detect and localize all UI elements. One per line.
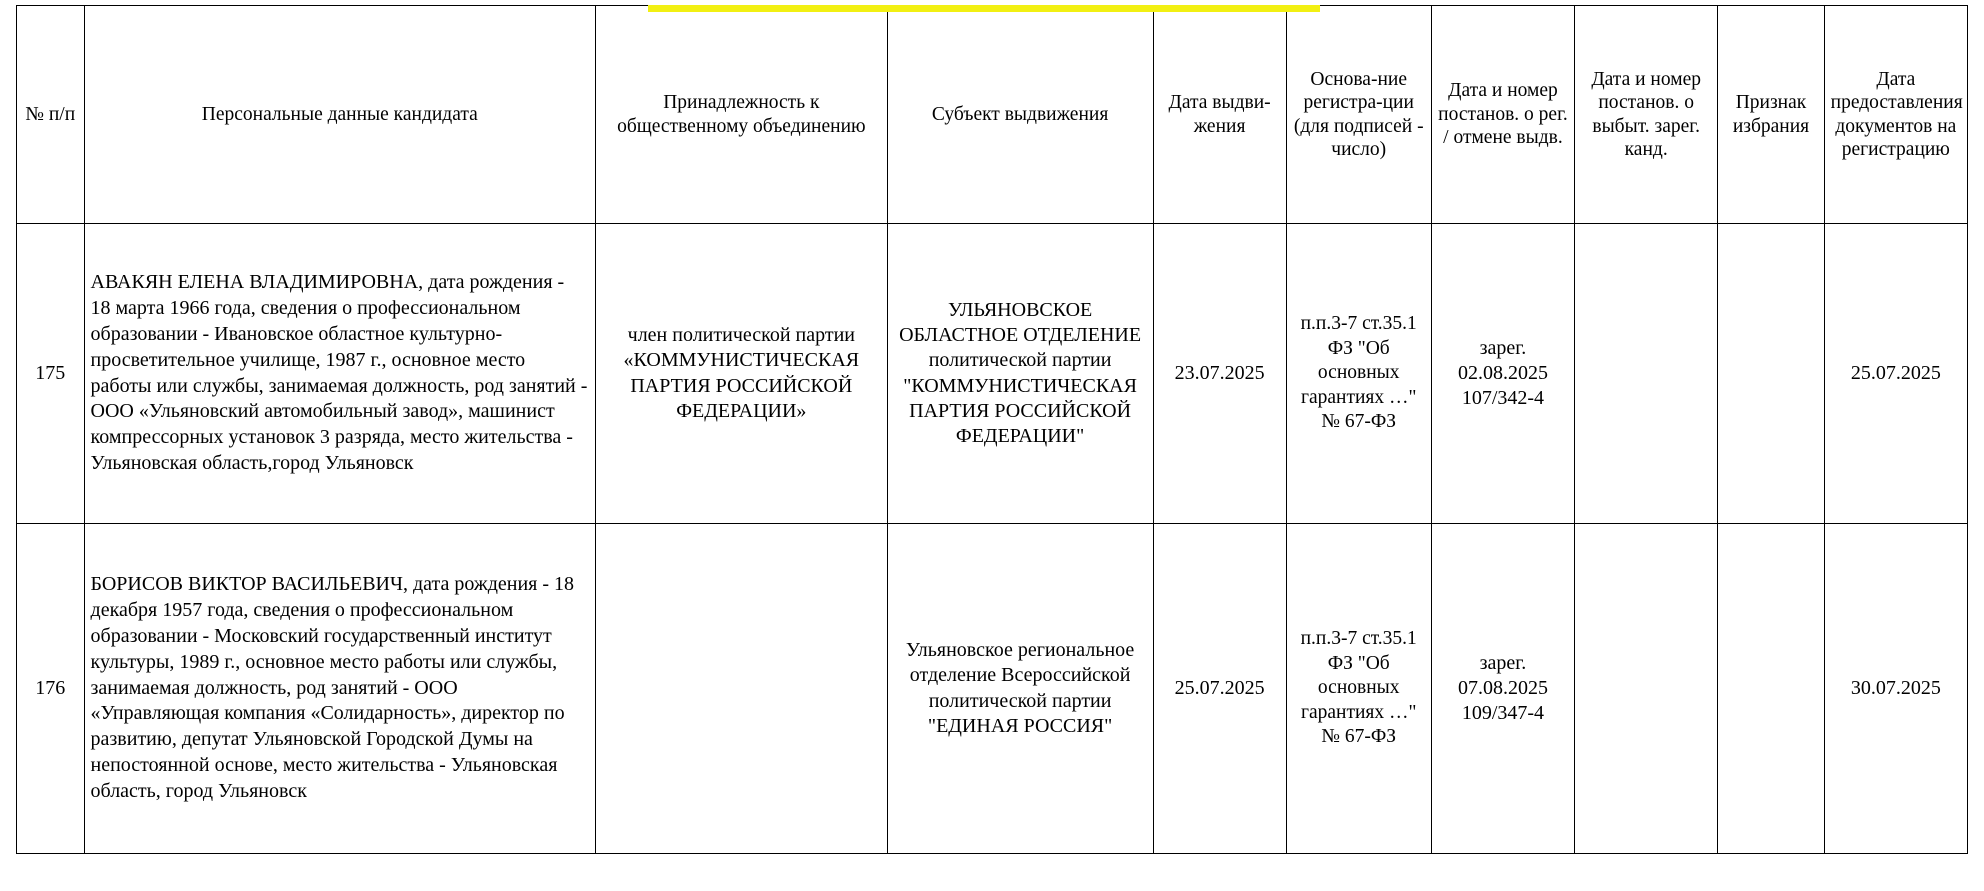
table-header: [17, 6, 1968, 224]
candidates-table: [16, 5, 1968, 854]
cell-date-nomination: 25.07.2025: [1153, 524, 1286, 854]
cell-registration-basis: п.п.3-7 ст.35.1 ФЗ "Об основных гарантиях …" № 67-ФЗ: [1286, 224, 1431, 524]
cell-decision-registration: зарег. 07.08.2025 109/347-4: [1431, 524, 1574, 854]
cell-personal-data: АВАКЯН ЕЛЕНА ВЛАДИМИРОВНА, дата рождения - 18 марта 1966 года, сведения о профессиональном образовании - Ивановское областное культурно-просветительное училище, 1987 г., основное место работы или службы, занимаемая должность, род занятий - ООО «Ульяновский автомобильный завод», машинист компрессорных установок 3 разряда, место жительства - Ульяновская область,город Ульяновск: [84, 224, 596, 524]
column-header-elected-flag: Признак избрания: [1718, 6, 1824, 224]
cell-date-documents: 30.07.2025: [1824, 524, 1967, 854]
cell-date-nomination: 23.07.2025: [1153, 224, 1286, 524]
column-header-decision-withdrawal: Дата и номер постанов. о выбыт. зарег. канд.: [1575, 6, 1718, 224]
table-body: [17, 224, 1968, 854]
column-header-date-documents: Дата предоставления документов на регистрацию: [1824, 6, 1967, 224]
table-header-row: [17, 6, 1968, 224]
cell-date-documents: 25.07.2025: [1824, 224, 1967, 524]
column-header-personal-data: Персональные данные кандидата: [84, 6, 596, 224]
table-row: [17, 524, 1968, 854]
cell-elected-flag: [1718, 524, 1824, 854]
cell-affiliation: [596, 524, 888, 854]
document-page: [0, 5, 1984, 891]
cell-elected-flag: [1718, 224, 1824, 524]
cell-decision-withdrawal: [1575, 524, 1718, 854]
cell-subject: Ульяновское региональное отделение Всероссийской политической партии "ЕДИНАЯ РОССИЯ": [887, 524, 1153, 854]
highlight-strip: [648, 5, 1320, 12]
column-header-decision-registration: Дата и номер постанов. о рег. / отмене выдв.: [1431, 6, 1574, 224]
column-header-registration-basis: Основа-ние регистра-ции (для подписей - число): [1286, 6, 1431, 224]
column-header-subject: Субъект выдвижения: [887, 6, 1153, 224]
cell-registration-basis: п.п.3-7 ст.35.1 ФЗ "Об основных гарантиях …" № 67-ФЗ: [1286, 524, 1431, 854]
table-row: [17, 224, 1968, 524]
cell-personal-data: БОРИСОВ ВИКТОР ВАСИЛЬЕВИЧ, дата рождения - 18 декабря 1957 года, сведения о профессиональном образовании - Московский государственный институт культуры, 1989 г., основное место работы или службы, занимаемая должность, род занятий - ООО «Управляющая компания «Солидарность», директор по развитию, депутат Ульяновской Городской Думы на непостоянной основе, место жительства - Ульяновская область, город Ульяновск: [84, 524, 596, 854]
cell-affiliation: член политической партии «КОММУНИСТИЧЕСКАЯ ПАРТИЯ РОССИЙСКОЙ ФЕДЕРАЦИИ»: [596, 224, 888, 524]
cell-number: 175: [17, 224, 85, 524]
cell-decision-withdrawal: [1575, 224, 1718, 524]
cell-subject: УЛЬЯНОВСКОЕ ОБЛАСТНОЕ ОТДЕЛЕНИЕ политической партии "КОММУНИСТИЧЕСКАЯ ПАРТИЯ РОССИЙСКОЙ ФЕДЕРАЦИИ": [887, 224, 1153, 524]
cell-decision-registration: зарег. 02.08.2025 107/342-4: [1431, 224, 1574, 524]
column-header-affiliation: Принадлежность к общественному объединению: [596, 6, 888, 224]
column-header-date-nomination: Дата выдви-жения: [1153, 6, 1286, 224]
column-header-number: № п/п: [17, 6, 85, 224]
cell-number: 176: [17, 524, 85, 854]
